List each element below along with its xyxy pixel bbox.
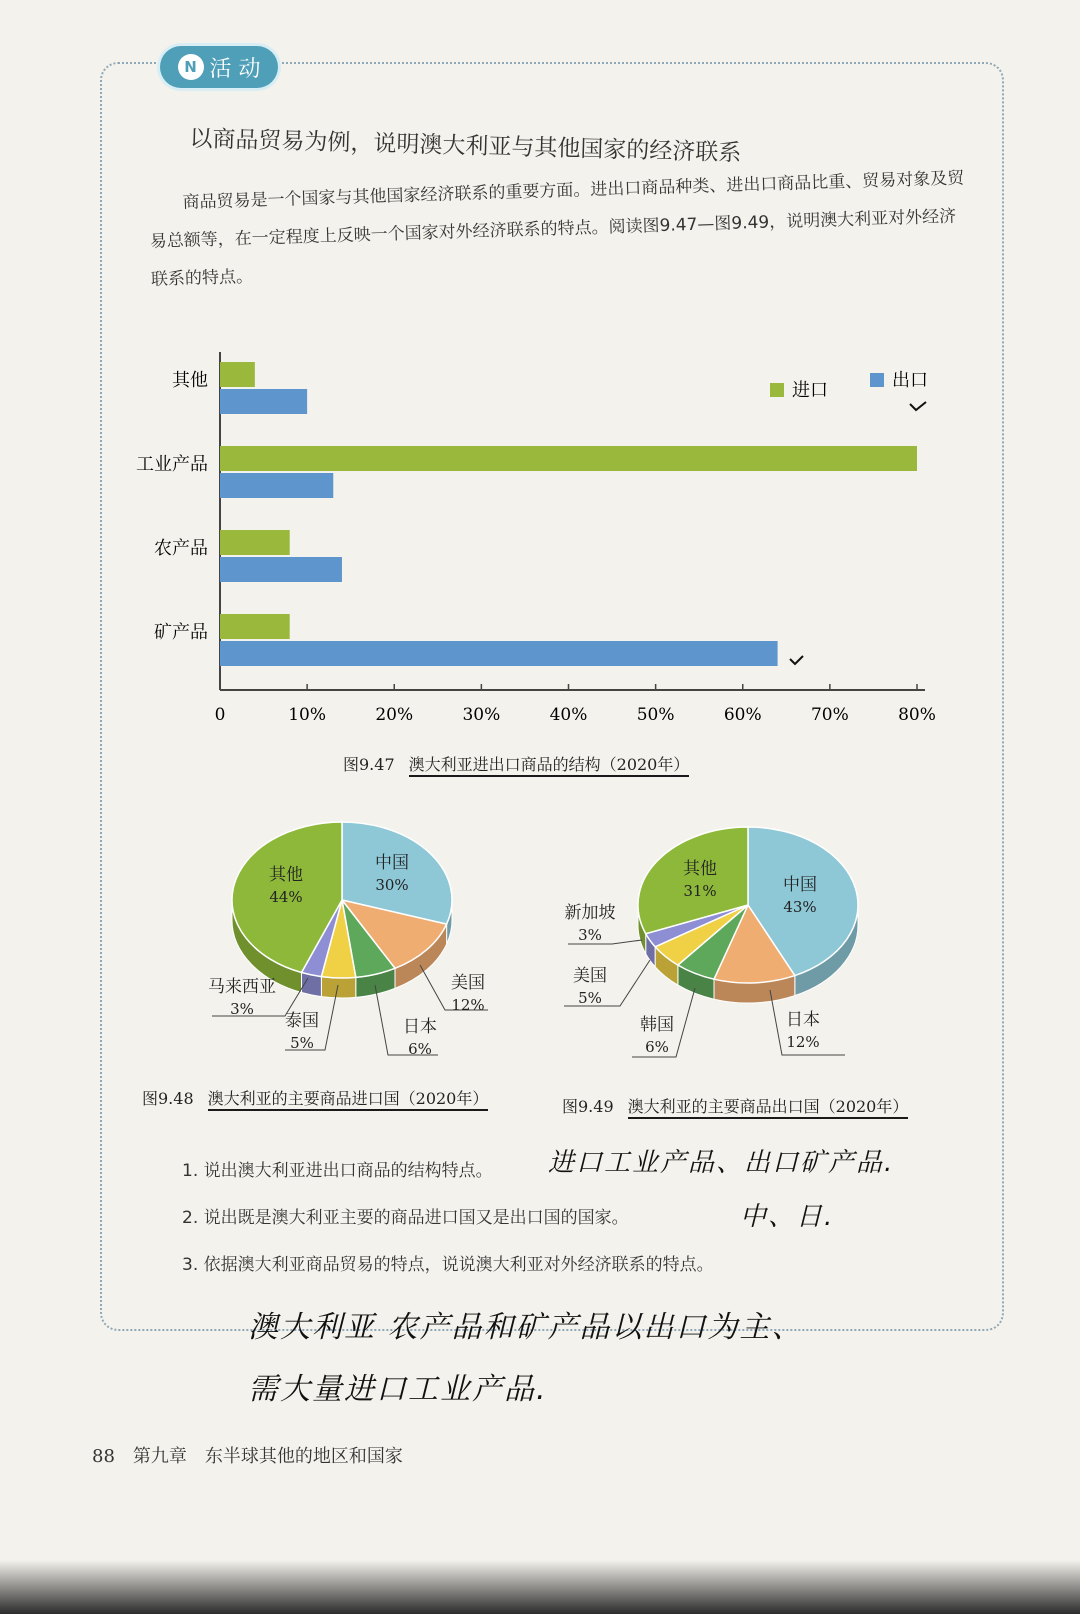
pie-import-caption — [142, 1086, 488, 1109]
intro-paragraph: 商品贸易是一个国家与其他国家经济联系的重要方面。进出口商品种类、进出口商品比重、贸易对象及贸易总额等，在一定程度上反映一个国家对外经济联系的特点。阅读图9.47—图9.49，说明澳大利亚对外经济联系的特点。 — [149, 168, 965, 290]
bar-x-tick-label: 40% — [549, 705, 588, 725]
pie-slice-value: 6% — [645, 1038, 669, 1056]
activity-icon: N — [178, 54, 204, 80]
legend-export-label: 出口 — [892, 370, 928, 391]
pie-slice-label: 中国 — [783, 875, 817, 895]
bar-x-tick-label: 50% — [636, 705, 675, 725]
handwritten-answer-3-line-2: 需大量进口工业产品. — [248, 1372, 548, 1407]
pie-slice-label: 日本 — [786, 1010, 820, 1030]
pie-slice-value: 43% — [783, 898, 817, 916]
pie-slice-value: 6% — [408, 1040, 432, 1058]
bar-category-label: 其他 — [172, 370, 208, 391]
pie-slice-label: 新加坡 — [564, 903, 616, 923]
bar-caption-number: 图9.47 — [343, 755, 395, 774]
pie-import-caption-number: 图9.48 — [142, 1089, 194, 1108]
pie-export-caption-number: 图9.49 — [562, 1097, 614, 1116]
pie-slice-value: 12% — [786, 1033, 820, 1051]
handwritten-answer-1: 进口工业产品、出口矿产品. — [548, 1148, 895, 1178]
pie-slice-value: 44% — [269, 888, 303, 906]
pie-slice-value: 5% — [578, 989, 602, 1007]
pie-slice-label: 中国 — [375, 853, 409, 873]
pie-slice-value: 5% — [290, 1034, 314, 1052]
pie-slice-label: 泰国 — [285, 1011, 319, 1031]
pie-slice-label: 其他 — [269, 865, 303, 885]
bar-x-tick-label: 0 — [214, 705, 226, 725]
pie-slice-label: 美国 — [451, 973, 485, 993]
pie-export-chart — [564, 827, 858, 1057]
bar-x-tick-label: 10% — [288, 705, 327, 725]
activity-label: 活 动 — [209, 56, 261, 82]
pie-slice-label: 其他 — [683, 859, 717, 879]
pie-slice-value: 12% — [451, 996, 485, 1014]
pie-slice-label: 马来西亚 — [208, 977, 276, 997]
bar-x-tick-label: 20% — [375, 705, 414, 725]
handwritten-answer-2: 中、日. — [740, 1202, 835, 1232]
question-3: 3. 依据澳大利亚商品贸易的特点，说说澳大利亚对外经济联系的特点。 — [182, 1255, 714, 1275]
bar-x-tick-label: 80% — [898, 705, 936, 725]
pie-import-caption-text: 澳大利亚的主要商品进口国（2020年） — [208, 1089, 489, 1111]
handwritten-answer-3-line-1: 澳大利亚 农产品和矿产品以出口为主、 — [248, 1310, 804, 1345]
legend-import-label: 进口 — [792, 380, 828, 401]
bar-x-tick-label: 70% — [810, 705, 849, 725]
bar-x-tick-label: 30% — [462, 705, 501, 725]
pie-slice-label: 韩国 — [640, 1015, 674, 1035]
bar-category-label: 工业产品 — [136, 454, 208, 475]
chapter-title: 东半球其他的地区和国家 — [204, 1446, 403, 1467]
pie-slice-value: 31% — [683, 882, 717, 900]
question-1: 1. 说出澳大利亚进出口商品的结构特点。 — [182, 1161, 493, 1181]
page-edge-shadow — [0, 1560, 1080, 1614]
bar-x-tick-label: 60% — [723, 705, 762, 725]
pie-slice-value: 3% — [578, 926, 602, 944]
pie-slice-label: 日本 — [403, 1017, 437, 1037]
pie-side — [321, 977, 355, 998]
pie-slice-label: 美国 — [573, 966, 607, 986]
question-2: 2. 说出既是澳大利亚主要的商品进口国又是出口国的国家。 — [182, 1208, 629, 1228]
bar-category-label: 矿产品 — [154, 622, 208, 643]
pie-slice-value: 3% — [230, 1000, 254, 1018]
page-footer — [92, 1442, 403, 1468]
bar-category-label: 农产品 — [154, 538, 208, 559]
pie-slice-value: 30% — [375, 876, 409, 894]
chapter-label: 第九章 — [132, 1446, 187, 1467]
bar-caption-text: 澳大利亚进出口商品的结构（2020年） — [409, 755, 690, 777]
activity-title: 以商品贸易为例，说明澳大利亚与其他国家的经济联系 — [189, 125, 742, 167]
pie-import-chart — [208, 822, 488, 1058]
page-number: 88 — [92, 1446, 115, 1467]
pie-export-caption — [562, 1094, 908, 1117]
pie-export-caption-text: 澳大利亚的主要商品出口国（2020年） — [628, 1097, 909, 1119]
